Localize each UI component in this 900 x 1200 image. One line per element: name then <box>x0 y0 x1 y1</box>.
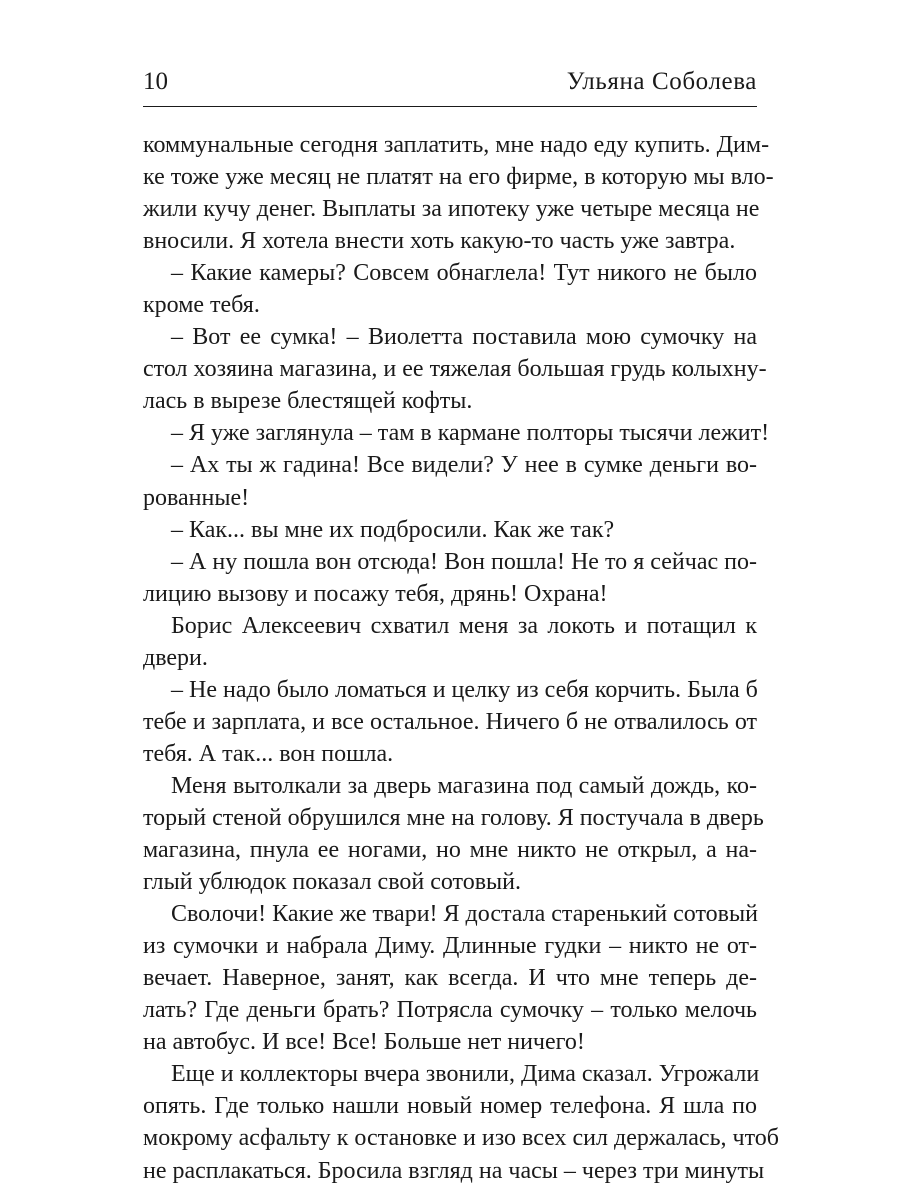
text-line: тебя. А так... вон пошла. <box>143 740 394 767</box>
text-line: стол хозяина магазина, и ее тяжелая большая грудь колыхну- <box>143 356 767 383</box>
text-line: на автобус. И все! Все! Больше нет ничего! <box>143 1029 585 1056</box>
text-line: лать? Где деньги брать? Потрясла сумочку – только мелочь <box>143 997 757 1024</box>
text-line: – Вот ее сумка! – Виолетта поставила мою сумочку на <box>171 324 757 351</box>
text-line: ке тоже уже месяц не платят на его фирме, в которую мы вло- <box>143 164 774 191</box>
text-line: вносили. Я хотела внести хоть какую-то часть уже завтра. <box>143 228 736 255</box>
text-line: жили кучу денег. Выплаты за ипотеку уже четыре месяца не <box>143 196 760 223</box>
text-line: Сволочи! Какие же твари! Я достала старенький сотовый <box>171 901 758 928</box>
text-line: коммунальные сегодня заплатить, мне надо еду купить. Дим- <box>143 132 770 158</box>
text-line: вечает. Наверное, занят, как всегда. И что мне теперь де- <box>143 965 757 992</box>
running-head <box>143 66 757 102</box>
text-line: тебе и зарплата, и все остальное. Ничего б не отвалилось от <box>143 708 757 735</box>
text-line: Меня вытолкали за дверь магазина под самый дождь, ко- <box>171 772 757 799</box>
text-line: – А ну пошла вон отсюда! Вон пошла! Не то я сейчас по- <box>171 548 757 575</box>
text-line: не расплакаться. Бросила взгляд на часы – через три минуты <box>143 1157 765 1184</box>
text-line: – Как... вы мне их подбросили. Как же так? <box>171 516 615 543</box>
text-line: – Не надо было ломаться и целку из себя корчить. Была б <box>171 676 758 703</box>
text-line: торый стеной обрушился мне на голову. Я постучала в дверь <box>143 804 764 831</box>
text-line: лицию вызову и посажу тебя, дрянь! Охрана! <box>143 580 608 607</box>
text-line: рованные! <box>143 484 250 511</box>
body-text <box>143 129 779 1187</box>
text-line: опять. Где только нашли новый номер телефона. Я шла по <box>143 1093 757 1120</box>
text-line: лась в вырезе блестящей кофты. <box>143 388 473 415</box>
text-line: глый ублюдок показал свой сотовый. <box>143 869 522 896</box>
text-line: Борис Алексеевич схватил меня за локоть и потащил к <box>171 612 757 639</box>
text-line: кроме тебя. <box>143 292 260 319</box>
text-line: – Ах ты ж гадина! Все видели? У нее в сумке деньги во- <box>171 452 757 479</box>
text-line: мокрому асфальту к остановке и изо всех сил держалась, чтоб <box>143 1125 779 1152</box>
text-line: из сумочки и набрала Диму. Длинные гудки – никто не от- <box>143 933 757 960</box>
running-head-author: Ульяна Соболева <box>566 68 757 95</box>
text-line: магазина, пнула ее ногами, но мне никто не открыл, а на- <box>143 837 757 864</box>
text-line: Еще и коллекторы вчера звонили, Дима сказал. Угрожали <box>171 1061 760 1088</box>
text-line: двери. <box>143 644 208 671</box>
page-number: 10 <box>143 68 168 95</box>
text-line: – Я уже заглянула – там в кармане полторы тысячи лежит! <box>171 420 770 447</box>
text-line: – Какие камеры? Совсем обнаглела! Тут никого не было <box>171 260 757 287</box>
header-rule <box>143 106 757 107</box>
